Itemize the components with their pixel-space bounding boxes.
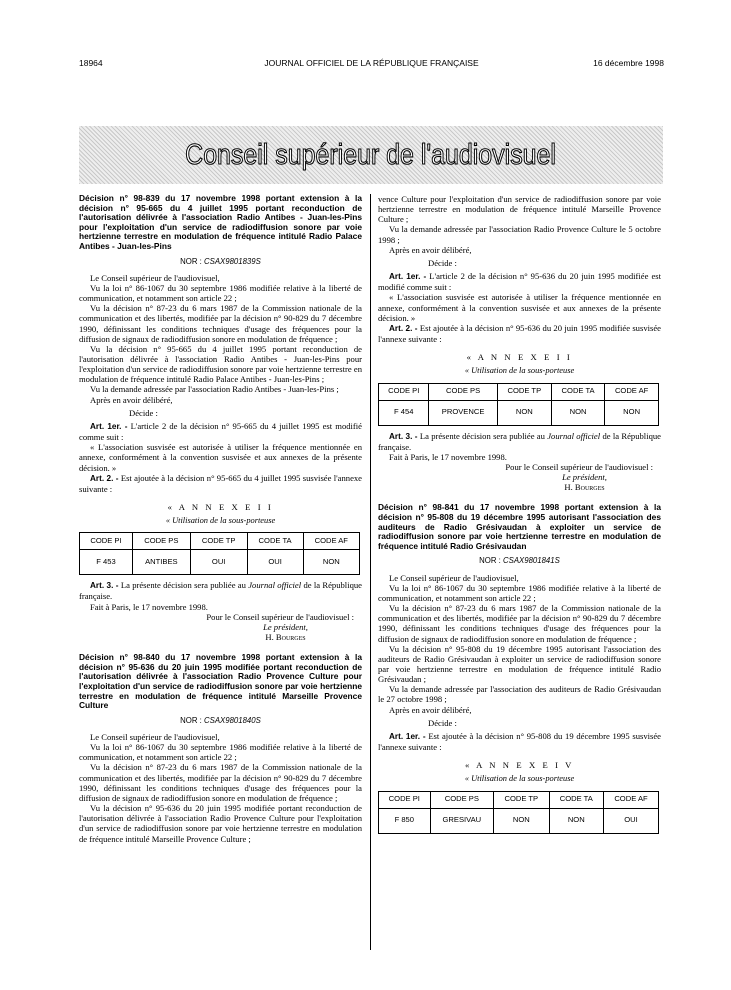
table-header-cell: CODE PS bbox=[430, 791, 494, 808]
table-header-cell: CODE PI bbox=[379, 383, 429, 400]
table-cell: NON bbox=[551, 400, 604, 425]
article-label: Art. 1er. - bbox=[90, 421, 128, 431]
decision-841-para: Après en avoir délibéré, bbox=[389, 704, 472, 715]
decision-839-art2 bbox=[79, 473, 362, 494]
table-header-cell: CODE TA bbox=[551, 383, 604, 400]
table-header-cell: CODE PI bbox=[379, 791, 431, 808]
table-header-cell: CODE PS bbox=[132, 533, 190, 550]
decision-839-annexe-table bbox=[79, 532, 360, 575]
table-header-cell: CODE AF bbox=[303, 533, 359, 550]
decision-840-annexe-subheading: « Utilisation de la sous-porteuse bbox=[464, 366, 575, 376]
article-text: Est ajoutée à la décision n° 95-808 du 19 décembre 1995 susvisée l'annexe suivante : bbox=[378, 730, 661, 753]
decision-840-art1-quote: « L'association susvisée est autorisée à utiliser la fréquence mentionnée en annexe, conformément à la convention susvisée et aux annexes de la présente décision. » bbox=[378, 292, 661, 323]
table-header-row bbox=[379, 383, 659, 400]
table-cell: F 454 bbox=[379, 400, 429, 425]
table-header-cell: CODE AF bbox=[605, 383, 659, 400]
decision-841-title: Décision n° 98-841 du 17 novembre 1998 portant extension à la décision n° 95-808 du 19 décembre 1995 autorisant l'association des auditeurs de Radio Grésivaudan à exploiter un service de radiodiffusion sonore par voie hertzienne terrestre en modulation de fréquence intitulé Radio Grésivaudan bbox=[378, 502, 661, 551]
decision-839-para: Vu la décision n° 87-23 du 6 mars 1987 de la Commission nationale de la communication et des libertés, modifiée par la décision n° 90-829 du 7 décembre 1990, définissant les conditions techniques d'usage des fréquences pour la diffusion de signaux de radiodiffusion sonore en modulation de fréquence ; bbox=[79, 303, 362, 344]
table-cell: OUI bbox=[190, 550, 247, 575]
decision-839-signature-title: Le président, bbox=[263, 621, 308, 632]
article-text: La présente décision sera publiée au bbox=[419, 430, 548, 441]
table-cell: GRESIVAU bbox=[430, 808, 494, 833]
nor-code: CSAX9801839S bbox=[204, 256, 261, 266]
decision-839-done: Fait à Paris, le 17 novembre 1998. bbox=[90, 601, 208, 612]
nor-label: NOR : bbox=[180, 256, 202, 266]
decision-840-para-continued: Vu la décision n° 95-636 du 20 juin 1995 modifiée portant reconduction de l'autorisation délivrée à l'association Radio Provence Culture pour l'exploitation d'un service de radiodiffusion sonore par voie hertzienne terrestre en modulation de fréquence intitulé Marseille Provence Culture ; bbox=[79, 803, 362, 844]
decision-840-annexe-heading: « A N N E X E I I bbox=[466, 352, 573, 363]
page-number: 18964 bbox=[79, 58, 103, 68]
journal-title: JOURNAL OFFICIEL DE LA RÉPUBLIQUE FRANÇAISE bbox=[264, 58, 479, 68]
table-cell: OUI bbox=[247, 550, 303, 575]
decision-840-art2 bbox=[378, 323, 661, 344]
table-header-cell: CODE TA bbox=[549, 791, 604, 808]
decision-840-art3 bbox=[378, 431, 661, 452]
decision-839-decide: Décide : bbox=[129, 407, 158, 418]
article-text: de la République française. bbox=[79, 580, 362, 602]
nor-label: NOR : bbox=[479, 556, 501, 566]
table-header-cell: CODE TP bbox=[494, 791, 549, 808]
decision-839-nor bbox=[79, 257, 362, 267]
decision-839-title: Décision n° 98-839 du 17 novembre 1998 portant extension à la décision n° 95-665 du 4 juillet 1995 portant reconduction de l'autorisation délivrée à l'association Radio Antibes - Juan-les-Pins pour l'exploitation d'un service de radiodiffusion sonore par voie hertzienne terrestre en modulation de fréquence intitulé Radio Palace Antibes - Juan-les-Pins bbox=[79, 193, 362, 251]
decision-840-para: Vu la décision n° 87-23 du 6 mars 1987 de la Commission nationale de la communication et des libertés, modifiée par la décision n° 90-829 du 7 décembre 1990, définissant les conditions techniques d'usage des fréquences pour la diffusion de signaux de radiodiffusion sonore en modulation de fréquence ; bbox=[79, 762, 362, 803]
decision-840-decide: Décide : bbox=[428, 257, 457, 268]
table-header-cell: CODE TA bbox=[247, 533, 303, 550]
issue-date: 16 décembre 1998 bbox=[593, 58, 664, 68]
decision-841-para: Vu la décision n° 95-808 du 19 décembre 1995 autorisant l'association des auditeurs de Radio Grésivaudan à exploiter un service de radiodiffusion sonore par voie hertzienne terrestre en modulation de fréquence intitulé Radio Grésivaudan ; bbox=[378, 643, 661, 685]
decision-839-art3 bbox=[79, 580, 362, 601]
article-text: Est ajoutée à la décision n° 95-665 du 4 juillet 1995 susvisée l'annexe suivante : bbox=[79, 472, 362, 494]
decision-840-para-continuation: vence Culture pour l'exploitation d'un service de radiodiffusion sonore par voie hertzienne terrestre en modulation de fréquence intitulé Marseille Provence Culture ; bbox=[378, 194, 661, 225]
table-cell: F 453 bbox=[80, 550, 133, 575]
table-header-cell: CODE PI bbox=[80, 533, 133, 550]
right-column bbox=[378, 194, 661, 839]
article-label: Art. 3. - bbox=[90, 581, 119, 591]
decision-839-annexe-heading: « A N N E X E I I bbox=[167, 502, 274, 512]
table-header-row bbox=[80, 533, 360, 550]
table-header-cell: CODE AF bbox=[604, 791, 659, 808]
table-cell: NON bbox=[303, 550, 359, 575]
table-row bbox=[379, 808, 659, 833]
decision-840-title: Décision n° 98-840 du 17 novembre 1998 portant extension à la décision n° 95-636 du 20 juin 1995 modifiée portant reconduction de l'autorisation délivrée à l'association Radio Provence Culture pour l'exploitation d'un service de radiodiffusion sonore par voie hertzienne terrestre en modulation de fréquence intitulé Marseille Provence Culture bbox=[79, 652, 362, 711]
decision-839-para: Vu la demande adressée par l'association Radio Antibes - Juan-les-Pins ; bbox=[90, 384, 339, 395]
decision-839-signature-for: Pour le Conseil supérieur de l'audiovisuel : bbox=[206, 611, 354, 622]
decision-841-annexe-table bbox=[378, 791, 659, 834]
article-label: Art. 1er. - bbox=[389, 272, 427, 282]
decision-840-signature-title: Le président, bbox=[562, 472, 607, 483]
table-cell: F 850 bbox=[379, 808, 431, 833]
table-header-cell: CODE PS bbox=[429, 383, 497, 400]
decision-839-art1-quote: « L'association susvisée est autorisée à utiliser la fréquence mentionnée en annexe, conformément à la convention susvisée et aux annexes de la présente décision. » bbox=[79, 442, 362, 473]
table-cell: NON bbox=[605, 400, 659, 425]
table-cell: ANTIBES bbox=[132, 550, 190, 575]
nor-label: NOR : bbox=[180, 715, 202, 725]
decision-840-done: Fait à Paris, le 17 novembre 1998. bbox=[389, 451, 507, 462]
article-label: Art. 2. - bbox=[90, 473, 119, 483]
decision-841-annexe-heading: « A N N E X E I V bbox=[465, 760, 574, 771]
article-text: Est ajoutée à la décision n° 95-636 du 20 juin 1995 modifiée susvisée l'annexe suivante : bbox=[378, 322, 661, 345]
decision-839-para: Après en avoir délibéré, bbox=[90, 394, 173, 405]
column-divider bbox=[370, 194, 371, 950]
decision-841-decide: Décide : bbox=[428, 717, 457, 728]
table-cell: NON bbox=[497, 400, 551, 425]
left-column bbox=[79, 193, 362, 844]
decision-841-para: Vu la décision n° 87-23 du 6 mars 1987 de la Commission nationale de la communication et des libertés, modifiée par la décision n° 90-829 du 7 décembre 1990, définissant les conditions techniques d'usage des fréquences pour la diffusion de signaux de radiodiffusion sonore en modulation de fréquence ; bbox=[378, 603, 661, 644]
decision-841-annexe-subheading: « Utilisation de la sous-porteuse bbox=[464, 774, 575, 784]
table-header-cell: CODE TP bbox=[190, 533, 247, 550]
decision-840-para: Le Conseil supérieur de l'audiovisuel, bbox=[90, 731, 220, 742]
article-text: La présente décision sera publiée au bbox=[120, 580, 249, 591]
decision-840-signature-name: H. Bourges bbox=[564, 482, 605, 493]
decision-841-nor bbox=[378, 556, 661, 566]
decision-839-art1 bbox=[79, 421, 362, 442]
decision-841-para: Le Conseil supérieur de l'audiovisuel, bbox=[389, 572, 519, 583]
table-cell: NON bbox=[494, 808, 549, 833]
article-text: L'article 2 de la décision n° 95-636 du 20 juin 1995 modifiée est modifié comme suit : bbox=[378, 271, 661, 293]
page-header bbox=[79, 56, 664, 70]
journal-officiel-ref: Journal officiel bbox=[248, 580, 302, 591]
section-title: Conseil supérieur de l'audiovisuel bbox=[185, 138, 557, 171]
decision-841-para: Vu la loi n° 86-1067 du 30 septembre 1986 modifiée relative à la liberté de communication, et notamment son article 22 ; bbox=[378, 582, 661, 603]
table-header-row bbox=[379, 791, 659, 808]
decision-839-signature-name: H. Bourges bbox=[265, 632, 306, 643]
decision-840-nor bbox=[79, 716, 362, 726]
decision-840-para: Vu la demande adressée par l'association Radio Provence Culture le 5 octobre 1998 ; bbox=[378, 224, 661, 245]
decision-839-para: Vu la loi n° 86-1067 du 30 septembre 1986 modifiée relative à la liberté de communication, et notamment son article 22 ; bbox=[79, 282, 362, 304]
decision-840-art1 bbox=[378, 271, 661, 292]
decision-839-para: Vu la décision n° 95-665 du 4 juillet 1995 portant reconduction de l'autorisation délivrée à l'association Radio Antibes - Juan-les-Pins pour l'exploitation d'un service de radiodiffusion sonore par voie hertzienne terrestre en modulation de fréquence intitulé Radio Palace Antibes - Juan-les-Pins ; bbox=[79, 343, 362, 385]
table-row bbox=[80, 550, 360, 575]
decision-841-art1 bbox=[378, 731, 661, 752]
decision-840-para: Vu la loi n° 86-1067 du 30 septembre 1986 modifiée relative à la liberté de communication, et notamment son article 22 ; bbox=[79, 742, 362, 763]
table-cell: OUI bbox=[604, 808, 659, 833]
nor-code: CSAX9801841S bbox=[503, 556, 560, 566]
journal-officiel-ref: Journal officiel bbox=[547, 430, 601, 441]
table-cell: NON bbox=[549, 808, 604, 833]
article-text: de la République française. bbox=[378, 430, 661, 452]
article-label: Art. 1er. - bbox=[389, 731, 426, 741]
article-label: Art. 2. - bbox=[389, 323, 418, 333]
table-row bbox=[379, 400, 659, 425]
article-text: L'article 2 de la décision n° 95-665 du 4 juillet 1995 est modifié comme suit : bbox=[79, 420, 362, 443]
decision-839-annexe-subheading: « Utilisation de la sous-porteuse bbox=[165, 516, 276, 526]
decision-840-signature-for: Pour le Conseil supérieur de l'audiovisuel : bbox=[505, 461, 653, 472]
section-banner bbox=[79, 126, 663, 184]
nor-code: CSAX9801840S bbox=[204, 715, 261, 725]
decision-840-para: Après en avoir délibéré, bbox=[389, 244, 472, 255]
decision-840-annexe-table bbox=[378, 383, 659, 426]
decision-839-para: Le Conseil supérieur de l'audiovisuel, bbox=[90, 272, 220, 283]
article-label: Art. 3. - bbox=[389, 431, 418, 441]
table-header-cell: CODE TP bbox=[497, 383, 551, 400]
decision-841-para: Vu la demande adressée par l'association des auditeurs de Radio Grésivaudan le 27 octobre 1998 ; bbox=[378, 684, 661, 705]
table-cell: PROVENCE bbox=[429, 400, 497, 425]
